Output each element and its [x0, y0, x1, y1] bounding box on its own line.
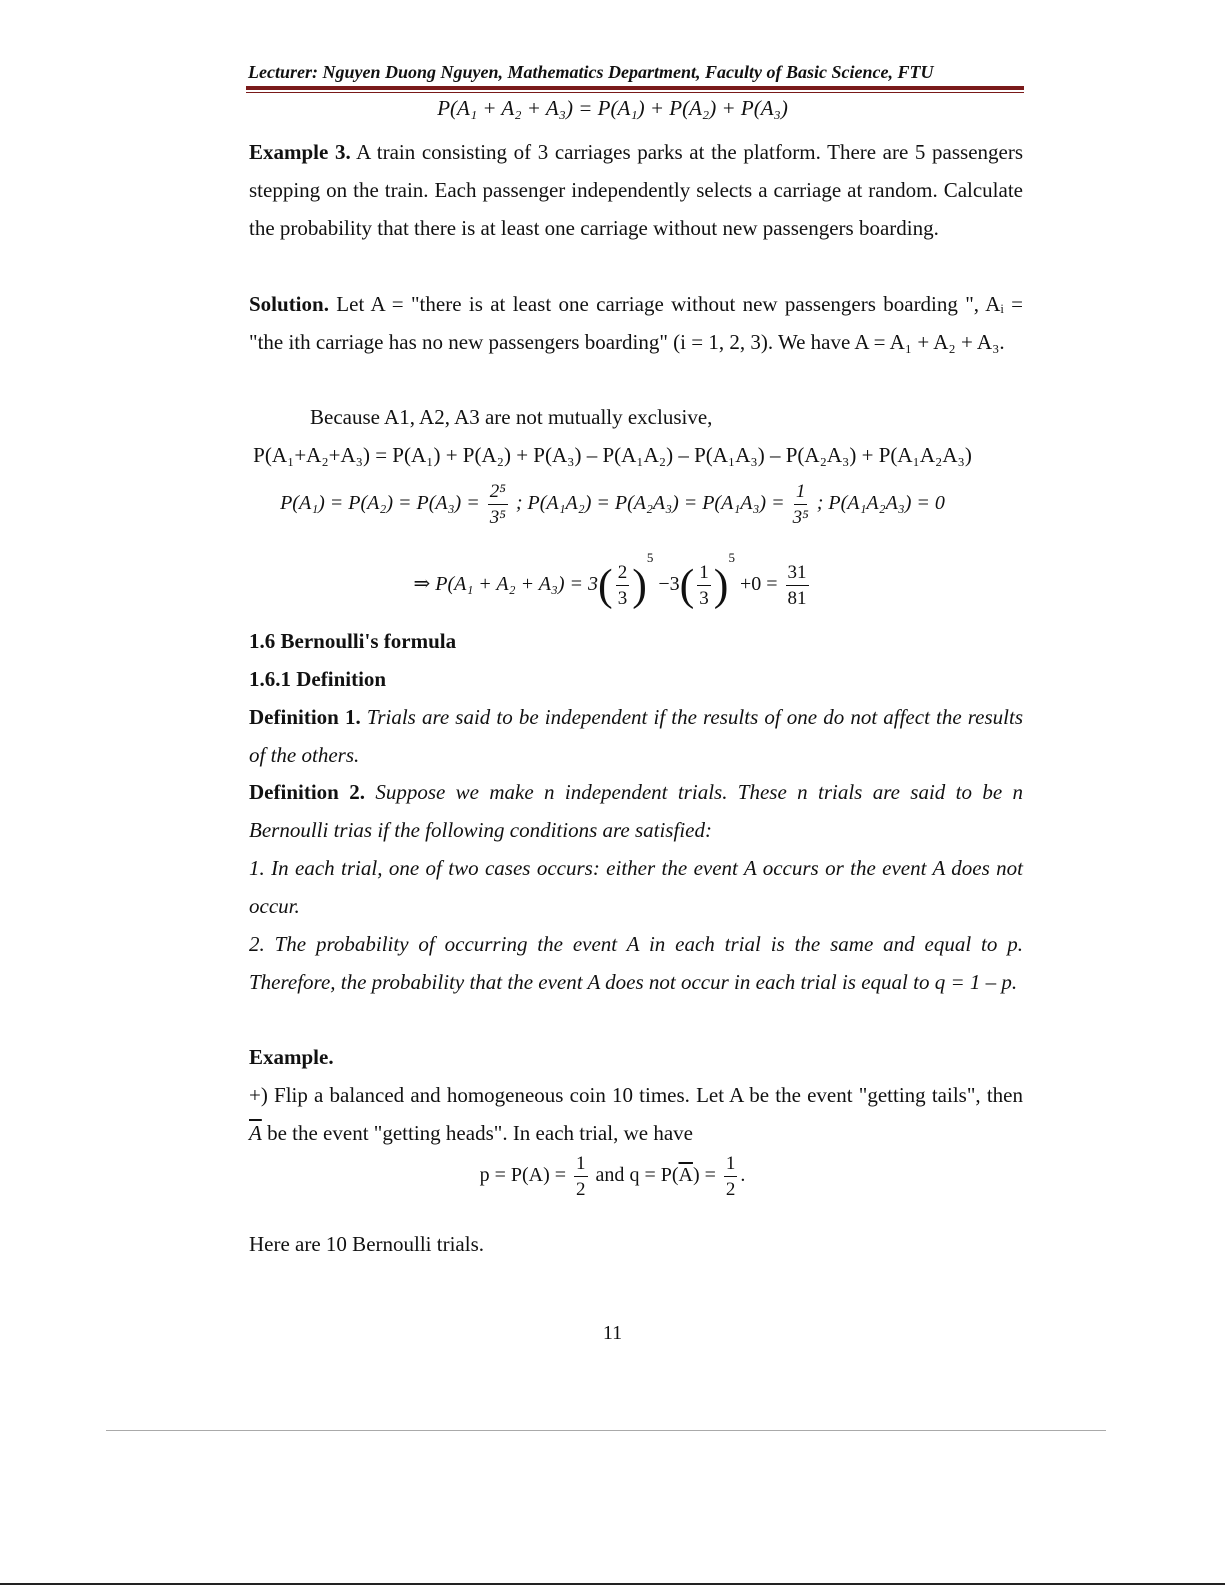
definition-1-label: Definition 1. — [249, 705, 361, 729]
p-denominator: 2 — [576, 1179, 586, 1200]
left-paren-2: ( — [679, 560, 695, 610]
pq-formula — [0, 1154, 1225, 1199]
because-line: Because A1, A2, A3 are not mutually exclusive, — [310, 405, 713, 429]
fraction-two-thirds — [616, 563, 630, 608]
solution — [249, 285, 1023, 361]
example-heading: Example. — [249, 1045, 334, 1069]
definition-2-text: Suppose we make n independent trials. These n trials are said to be n Bernoulli trias if the following conditions are satisfied: — [249, 780, 1024, 842]
result-tail: +0 = — [739, 573, 778, 595]
solution-text: Let A = "there is at least one carriage without new passengers boarding ", Aᵢ = "the ith carriage has no new passengers boarding" (i = 1, 2, 3). We have A = A₁ + A₂ + A₃. — [249, 292, 1024, 354]
result-numerator: 31 — [786, 563, 809, 586]
probabilities-formula — [0, 482, 1225, 527]
closing-line: Here are 10 Bernoulli trials. — [249, 1232, 484, 1256]
pair-numerator: 1 — [794, 482, 808, 505]
power-2: )$^5$ — [713, 550, 735, 610]
p-lhs: p = P(A) = — [479, 1164, 567, 1187]
q-lhs-b: ) = — [692, 1164, 716, 1187]
example-3-text: A train consisting of 3 carriages parks at the platform. There are 5 passengers stepping on the train. Each passenger independently selects a carriage at random. Calculate the probability that there is at least one carriage without new passengers boarding. — [249, 140, 1024, 240]
coin-flip-paragraph — [249, 1076, 1023, 1152]
and-word: and — [595, 1164, 625, 1187]
pair-probability: ; P(A₁A₂) = P(A₂A₃) = P(A₁A₃) = — [515, 492, 785, 515]
definition-1 — [249, 698, 1023, 774]
q-denominator: 2 — [725, 1179, 736, 1200]
single-denominator: 3⁵ — [489, 507, 506, 528]
solution-label: Solution. — [249, 292, 329, 316]
result-lhs: ⇒ P(A₁ + A₂ + A₃) = 3 — [413, 573, 599, 595]
f2-numerator: 1 — [697, 563, 711, 586]
result-mid: −3 — [658, 573, 680, 595]
exponent-1: 5 — [646, 550, 654, 565]
single-probability: P(A₁) = P(A₂) = P(A₃) = — [280, 492, 480, 515]
flip-line-1: +) Flip a balanced and homogeneous coin 10 times. Let A be the event "getting tails", then — [249, 1083, 1023, 1107]
example-3-label: Example 3. — [249, 140, 351, 164]
page-number: 11 — [602, 1322, 623, 1344]
q-fraction — [724, 1154, 738, 1199]
result-denominator: 81 — [787, 587, 807, 609]
q-numerator: 1 — [724, 1154, 738, 1177]
left-paren: ( — [598, 560, 613, 610]
top-formula: P(A₁ + A₂ + A₃) = P(A₁) + P(A₂) + P(A₃) — [437, 96, 788, 120]
header-rule — [246, 86, 1024, 90]
a-bar: $\overline{A}$ — [249, 1121, 262, 1145]
inclusion-exclusion-formula: P(A₁+A₂+A₃) = P(A₁) + P(A₂) + P(A₃) – P(A₁A₂) – P(A₁A₃) – P(A₂A₃) + P(A₁A₂A₃) — [253, 443, 972, 467]
single-fraction — [488, 482, 508, 527]
pair-denominator: 3⁵ — [792, 507, 809, 528]
q-abar: $\overline{A}$ — [678, 1164, 693, 1187]
definition-2-label: Definition 2. — [249, 780, 365, 804]
f1-numerator: 2 — [616, 563, 630, 586]
result-fraction — [786, 563, 809, 608]
result-formula — [0, 550, 1225, 608]
condition-1: 1. In each trial, one of two cases occurs: either the event A occurs or the event A does not occur. — [249, 856, 1023, 918]
exponent-2: 5 — [728, 550, 735, 565]
example-3 — [249, 133, 1023, 247]
page-header: Lecturer: Nguyen Duong Nguyen, Mathematics Department, Faculty of Basic Science, FTU — [248, 62, 934, 82]
period: . — [740, 1164, 746, 1187]
pair-fraction — [793, 482, 809, 527]
fraction-one-third — [697, 563, 711, 608]
p-fraction — [574, 1154, 588, 1199]
triple-probability: ; P(A₁A₂A₃) = 0 — [816, 492, 945, 515]
f2-denominator: 3 — [699, 587, 709, 609]
condition-2: 2. The probability of occurring the event A in each trial is the same and equal to p. Therefore, the probability that the event A does not occur in each trial is equal to q = 1 – p. — [249, 932, 1023, 994]
footer-rule — [106, 1430, 1106, 1431]
p-numerator: 1 — [574, 1154, 588, 1177]
f1-denominator: 3 — [617, 587, 628, 609]
q-lhs-a: q = P( — [629, 1164, 679, 1187]
definition-2 — [249, 773, 1023, 849]
header-rule-thin — [246, 92, 1024, 93]
flip-line-2: be the event "getting heads". In each trial, we have — [267, 1121, 693, 1145]
subsection-heading: 1.6.1 Definition — [249, 667, 387, 691]
definition-1-text: Trials are said to be independent if the results of one do not affect the results of the others. — [249, 705, 1023, 767]
single-numerator: 2⁵ — [488, 482, 508, 505]
power-1: )$^5$ — [632, 550, 654, 610]
section-heading: 1.6 Bernoulli's formula — [249, 629, 457, 653]
